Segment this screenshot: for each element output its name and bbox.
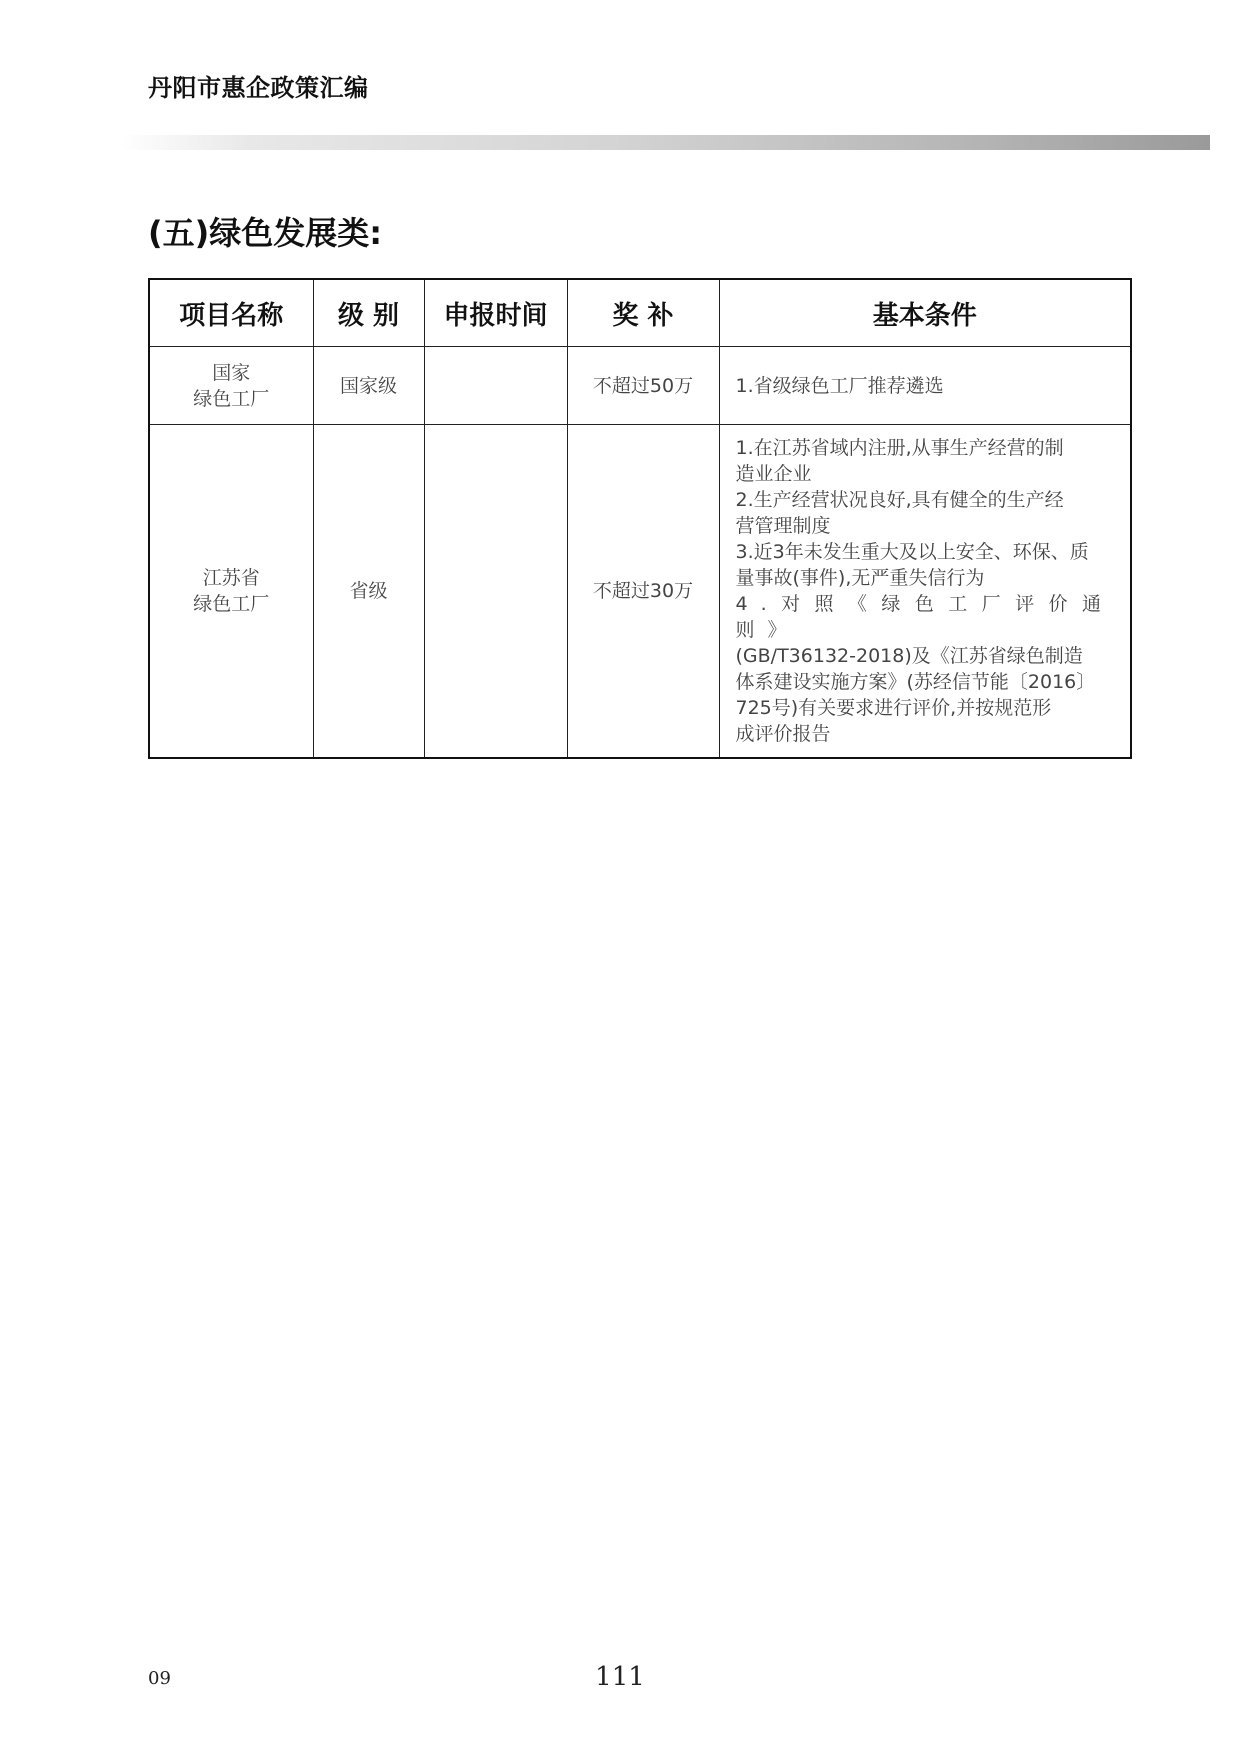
cell-basic-conditions [719,347,1131,425]
cell-level: 国家级 [313,347,424,425]
condition-line: 1.在江苏省域内注册,从事生产经营的制 [735,437,1064,459]
condition-line: 成评价报告 [735,723,831,745]
table-row [149,425,1131,759]
condition-line: 营管理制度 [735,515,831,537]
cell-project-name [149,347,313,425]
cell-basic-conditions [719,425,1131,759]
header-level: 级 别 [313,279,424,347]
policy-table [148,278,1132,759]
condition-line: 1.省级绿色工厂推荐遴选 [735,374,944,397]
project-name-line: 绿色工厂 [193,387,270,410]
header-subsidy: 奖 补 [567,279,719,347]
condition-line: 725号)有关要求进行评价,并按规范形 [735,697,1052,719]
cell-application-time [424,425,567,759]
condition-line: 量事故(事件),无严重失信行为 [735,567,985,589]
page-number: 111 [595,1662,645,1692]
header-project-name: 项目名称 [149,279,313,347]
header-application-time: 申报时间 [424,279,567,347]
condition-line: 3.近3年未发生重大及以上安全、环保、质 [735,541,1089,563]
condition-line: 2.生产经营状况良好,具有健全的生产经 [735,489,1064,511]
footer-section-code: 09 [148,1668,171,1689]
document-header-title: 丹阳市惠企政策汇编 [148,74,369,102]
table-row [149,347,1131,425]
cell-application-time [424,347,567,425]
header-basic-conditions: 基本条件 [719,279,1131,347]
project-name-line: 绿色工厂 [193,593,270,615]
cell-subsidy: 不超过30万 [567,425,719,759]
header-gradient-rule [120,135,1210,150]
cell-subsidy: 不超过50万 [567,347,719,425]
cell-project-name [149,425,313,759]
project-name-line: 江苏省 [202,567,260,589]
cell-level: 省级 [313,425,424,759]
condition-line: 造业企业 [735,463,812,485]
table-header-row [149,279,1131,347]
project-name-line: 国家 [212,361,251,384]
condition-line: 体系建设实施方案》(苏经信节能〔2016〕 [735,671,1096,693]
section-title: (五)绿色发展类: [148,214,383,252]
condition-line: (GB/T36132-2018)及《江苏省绿色制造 [735,645,1083,667]
condition-line: 4.对照《绿色工厂评价通则》 [735,593,1114,641]
